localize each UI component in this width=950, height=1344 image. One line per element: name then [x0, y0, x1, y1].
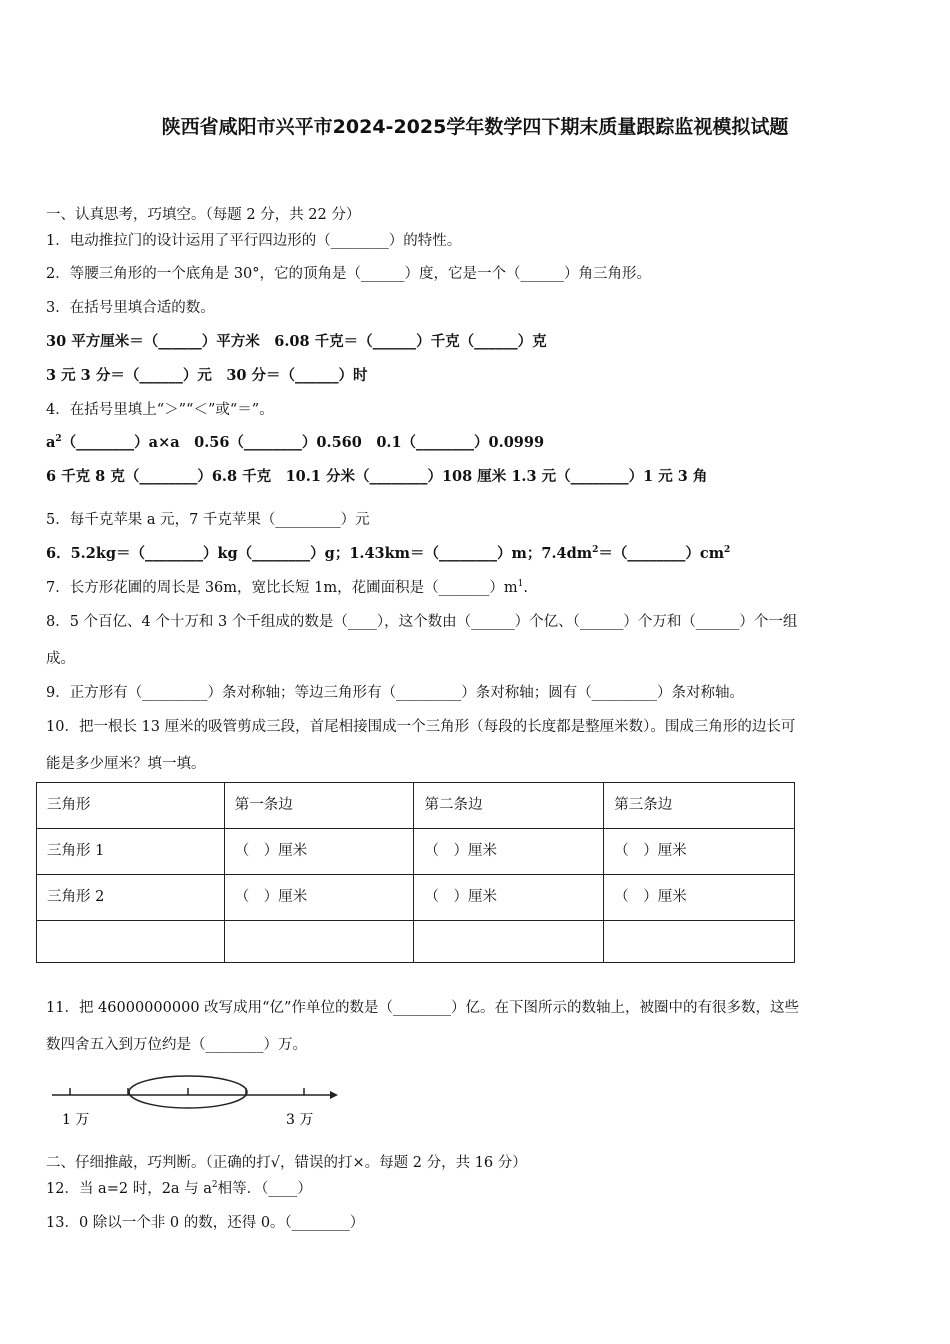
table-cell: （ ）厘米: [224, 829, 414, 875]
page-title: 陕西省咸阳市兴平市2024-2025学年数学四下期末质量跟踪监视模拟试题: [161, 116, 789, 138]
q12-sup: 2: [211, 1180, 218, 1191]
table-cell: [37, 921, 225, 963]
question-8-line-2: 成。: [46, 651, 75, 667]
triangle-table: [36, 782, 795, 963]
table-header-cell: 三角形: [37, 783, 225, 829]
q7-part-b: .: [523, 580, 528, 596]
q6-sup-2: 2: [724, 545, 731, 556]
table-header-cell: 第一条边: [224, 783, 414, 829]
table-cell: [604, 921, 795, 963]
question-9: 9．正方形有（_________）条对称轴；等边三角形有（_________）条对称轴；圆有（_________）条对称轴。: [46, 685, 744, 701]
table-cell: [414, 921, 604, 963]
question-4-line-a: [46, 431, 544, 452]
q12-part-a: 12．当 a=2 时，2a 与 a: [46, 1181, 212, 1197]
question-11-line-1: 11．把 46000000000 改写成用“亿”作单位的数是（________）亿。在下图所示的数轴上，被圈中的有很多数，这些: [46, 1000, 799, 1016]
table-header-row: [37, 783, 795, 829]
question-10-line-1: 10．把一根长 13 厘米的吸管剪成三段，首尾相接围成一个三角形（每段的长度都是整厘米数）。围成三角形的边长可: [46, 719, 796, 735]
q12-part-b: 相等．（____）: [217, 1181, 312, 1197]
table-cell: （ ）厘米: [414, 875, 604, 921]
table-header-cell: 第二条边: [414, 783, 604, 829]
table-cell: [224, 921, 414, 963]
table-cell: （ ）厘米: [604, 829, 795, 875]
q4a-sup: 2: [55, 434, 62, 445]
table-row: [37, 829, 795, 875]
question-4-line-b: 6 千克 8 克（________）6.8 千克 10.1 分米（________）108 厘米 1.3 元（________）1 元 3 角: [46, 468, 708, 485]
q6-sup-1: 2: [592, 545, 599, 556]
q7-part-a: 7．长方形花圃的周长是 36m，宽比长短 1m，花圃面积是（_______）m: [46, 580, 518, 596]
table-cell: 三角形 1: [37, 829, 225, 875]
question-12: [46, 1177, 312, 1198]
section-1-heading: 一、认真思考，巧填空。（每题 2 分，共 22 分）: [46, 207, 361, 223]
question-7: [46, 576, 528, 597]
label-left: 1 万: [62, 1112, 90, 1128]
question-5: 5．每千克苹果 a 元，7 千克苹果（_________）元: [46, 512, 370, 528]
section-2-heading: 二、仔细推敲，巧判断。（正确的打√，错误的打×。每题 2 分，共 16 分）: [46, 1155, 527, 1171]
table-cell: （ ）厘米: [224, 875, 414, 921]
question-8-line-1: 8．5 个百亿、4 个十万和 3 个千组成的数是（____），这个数由（______）个亿、（______）个万和（______）个一组: [46, 614, 798, 630]
table-row: [37, 921, 795, 963]
question-11-line-2: 数四舍五入到万位约是（________）万。: [46, 1037, 307, 1053]
question-10-line-2: 能是多少厘米？填一填。: [46, 756, 206, 772]
number-line-arrow: [330, 1091, 338, 1099]
q4a-pre: a: [46, 434, 56, 451]
table-cell: （ ）厘米: [414, 829, 604, 875]
label-right: 3 万: [286, 1112, 314, 1128]
table-row: [37, 875, 795, 921]
question-2: 2．等腰三角形的一个底角是 30°，它的顶角是（______）度，它是一个（______）角三角形。: [46, 266, 652, 282]
q7-sup: 1: [517, 579, 524, 590]
question-3-line-a: 30 平方厘米＝（______）平方米 6.08 千克＝（______）千克（______）克: [46, 333, 547, 350]
number-line-figure: [46, 1072, 346, 1132]
question-1: 1．电动推拉门的设计运用了平行四边形的（________）的特性。: [46, 233, 462, 249]
q4a-post: （________）a×a 0.56（________）0.560 0.1（________）0.0999: [61, 434, 545, 451]
question-4: 4．在括号里填上“＞”“＜”或“＝”。: [46, 402, 274, 418]
question-6: [46, 542, 730, 563]
table-cell: （ ）厘米: [604, 875, 795, 921]
question-3: 3．在括号里填合适的数。: [46, 300, 215, 316]
table-header-cell: 第三条边: [604, 783, 795, 829]
q6-part-a: 6．5.2kg＝（________）kg（________）g；1.43km＝（________）m；7.4dm: [46, 545, 593, 562]
table-cell: 三角形 2: [37, 875, 225, 921]
question-13: 13．0 除以一个非 0 的数，还得 0。（________）: [46, 1215, 365, 1231]
question-3-line-b: 3 元 3 分＝（______）元 30 分＝（______）时: [46, 367, 368, 384]
q6-part-b: ＝（________）cm: [598, 545, 725, 562]
